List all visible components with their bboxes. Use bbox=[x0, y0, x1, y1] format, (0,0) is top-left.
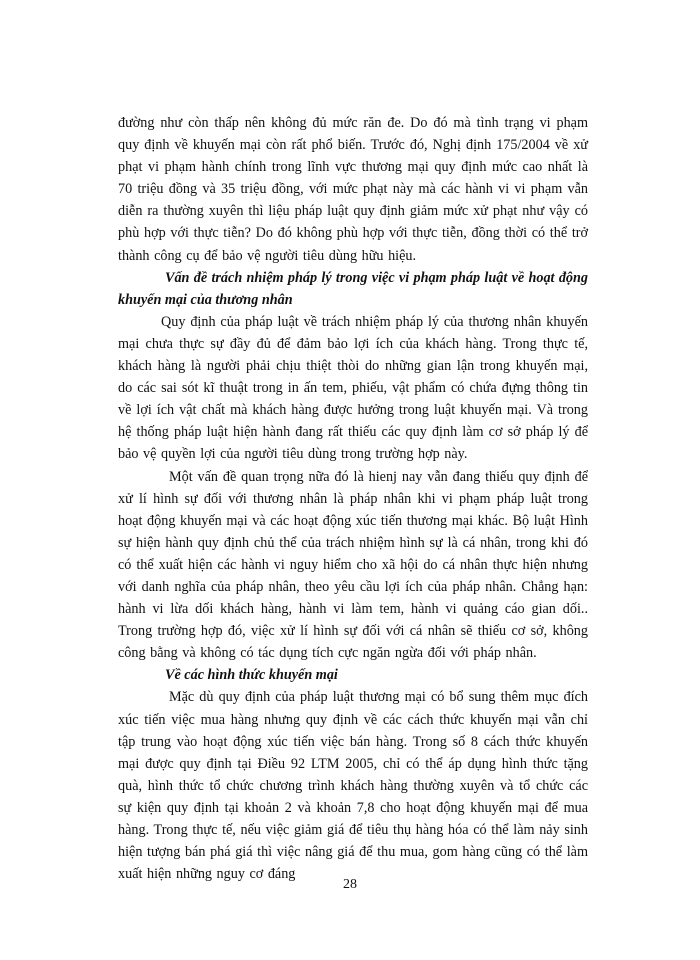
section-heading-legal-responsibility: Vấn đề trách nhiệm pháp lý trong việc vi phạm pháp luật về hoạt động khuyến mại của thương nhân bbox=[118, 269, 588, 308]
paragraph-criminal-liability: Một vấn đề quan trọng nữa đó là hienj nay vẫn đang thiếu quy định để xử lí hình sự đối với thương nhân là pháp nhân khi vi phạm pháp luật trong hoạt động khuyến mại và các hoạt động xúc tiến thương mại khác. Bộ luật Hình sự hiện hành quy định chủ thể của trách nhiệm hình sự là cá nhân, trong khi đó có thể xuất hiện các hành vi nguy hiểm cho xã hội do cá nhân thực hiện nhưng với danh nghĩa của pháp nhân, theo yêu cầu lợi ích của pháp nhân. Chẳng hạn: hành vi lừa dối khách hàng, hành vi làm tem, hành vi quảng cáo gian dối.. Trong trường hợp đó, việc xử lí hình sự đối với cá nhân sẽ thiếu cơ sở, không công bằng và không có tác dụng tích cực ngăn ngừa đối với pháp nhân. bbox=[118, 468, 588, 662]
section-heading-promotion-forms: Về các hình thức khuyến mại bbox=[165, 667, 338, 684]
paragraph-promotion-forms: Mặc dù quy định của pháp luật thương mại có bổ sung thêm mục đích xúc tiến việc mua hàng nhưng quy định về các cách thức khuyến mại vẫn chỉ tập trung vào hoạt động xúc tiến việc bán hàng. Trong số 8 cách thức khuyến mại được quy định tại Điều 92 LTM 2005, chỉ có thể áp dụng hình thức tặng quà, hình thức tổ chức chương trình khách hàng thường xuyên và tổ chức các sự kiện quy định tại khoản 2 và khoản 7,8 cho hoạt động khuyến mại để mua hàng. Trong thực tế, nếu việc giảm giá để tiêu thụ hàng hóa có thể làm nảy sinh hiện tượng bán phá giá thì việc nâng giá để thu mua, gom hàng cũng có thể làm xuất hiện những nguy cơ đáng bbox=[118, 689, 588, 883]
page-number: 28 bbox=[343, 877, 357, 892]
document-body bbox=[118, 112, 588, 885]
paragraph-legal-responsibility: Quy định của pháp luật về trách nhiệm pháp lý của thương nhân khuyến mại chưa thực sự đầy đủ để đảm bảo lợi ích của khách hàng. Trong thực tế, khách hàng là người phải chịu thiệt thòi do những gian lận trong khuyến mại, do các sai sót kĩ thuật trong in ấn tem, phiếu, vật phẩm có chứa đựng thông tin về lợi ích vật chất mà khách hàng được hưởng trong luật khuyến mại. Và trong hệ thống pháp luật hiện hành đang rất thiếu các quy định làm cơ sở pháp lý để bảo vệ quyền lợi của người tiêu dùng trong trường hợp này. bbox=[118, 313, 588, 463]
paragraph-continuation: đường như còn thấp nên không đủ mức răn đe. Do đó mà tình trạng vi phạm quy định về khuyến mại còn rất phổ biến. Trước đó, Nghị định 175/2004 về xử phạt vi phạm hành chính trong lĩnh vực thương mại quy định mức cao nhất là 70 triệu đồng và 35 triệu đồng, với mức phạt này mà các hành vi vi phạm vẫn diễn ra thường xuyên thì liệu pháp luật quy định giảm mức xử phạt như vậy có phù hợp với thực tiễn? Do đó không phù hợp với thực tiễn, đồng thời có thể trở thành công cụ để bảo vệ người tiêu dùng hữu hiệu. bbox=[118, 115, 588, 264]
